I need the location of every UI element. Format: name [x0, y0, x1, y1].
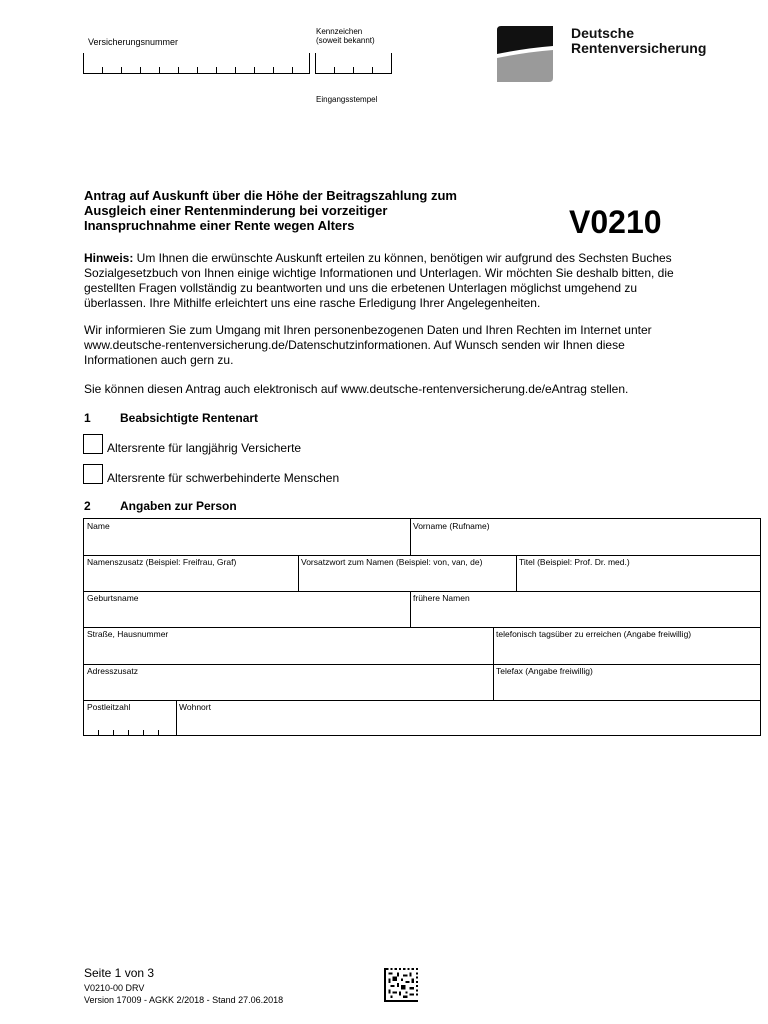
wohnort-field[interactable]: Wohnort — [179, 702, 211, 712]
option-schwerbehindert-label: Altersrente für schwerbehinderte Menschen — [107, 471, 340, 485]
form-number: V0210 — [569, 204, 662, 240]
section-1-title: Beabsichtigte Rentenart — [120, 411, 259, 425]
strasse-field[interactable]: Straße, Hausnummer — [87, 629, 169, 639]
vorname-field[interactable]: Vorname (Rufname) — [413, 521, 490, 531]
postleitzahl-field[interactable]: Postleitzahl — [84, 700, 176, 736]
drv-logo — [497, 26, 709, 81]
datamatrix-code-icon — [384, 968, 418, 1002]
drv-logo-mark-icon — [497, 26, 553, 82]
eantrag-paragraph: Sie können diesen Antrag auch elektronisch auf www.deutsche-rentenversicherung.de/eAntrag stellen. — [84, 382, 629, 396]
logo-line-2: Rentenversicherung — [571, 40, 707, 56]
telefon-field[interactable]: telefonisch tagsüber zu erreichen (Angabe freiwillig) — [496, 629, 692, 639]
titel-field[interactable]: Titel (Beispiel: Prof. Dr. med.) — [519, 557, 630, 567]
versicherungsnummer-label: Versicherungsnummer — [88, 37, 179, 47]
vorsatzwort-field[interactable]: Vorsatzwort zum Namen (Beispiel: von, van, de) — [301, 557, 483, 567]
option-langjaehrig-label: Altersrente für langjährig Versicherte — [107, 441, 302, 455]
version-line: Version 17009 - AGKK 2/2018 - Stand 27.06.2018 — [84, 995, 284, 1005]
page-number: Seite 1 von 3 — [84, 966, 155, 980]
adresszusatz-field[interactable]: Adresszusatz — [87, 666, 139, 676]
geburtsname-field[interactable]: Geburtsname — [87, 593, 139, 603]
datenschutz-paragraph: Wir informieren Sie zum Umgang mit Ihren personenbezogenen Daten und Ihren Rechten im Internet unter www.deutsche-rentenversicherung.de/Datenschutzinformationen. Auf Wunsch senden wir Ihnen diese Informationen auch gern zu. — [84, 323, 652, 367]
section-2-title: Angaben zur Person — [120, 499, 237, 513]
section-1-number: 1 — [84, 411, 91, 425]
checkbox-langjaehrig[interactable] — [83, 434, 103, 454]
versicherungsnummer-field[interactable] — [83, 53, 310, 74]
person-data-table — [83, 518, 761, 736]
namenszusatz-field[interactable]: Namenszusatz (Beispiel: Freifrau, Graf) — [87, 557, 237, 567]
kennzeichen-field[interactable] — [315, 53, 392, 74]
hinweis-paragraph: Hinweis: Um Ihnen die erwünschte Auskunft erteilen zu können, benötigen wir aufgrund des Sechsten Buches Sozialgesetzbuch von Ihnen einige wichtige Informationen und Unterlagen. Wir möchten Sie deshalb bitten, die gestellten Fragen vollständig zu beantworten und uns die erbetenen Unterlagen möglichst umgehend zu überlassen. Ihre Mithilfe erleichtert uns eine rasche Erledigung Ihrer Angelegenheiten. — [84, 251, 674, 310]
kennzeichen-label: Kennzeichen (soweit bekannt) — [316, 27, 375, 45]
telefax-field[interactable]: Telefax (Angabe freiwillig) — [496, 666, 593, 676]
logo-line-1: Deutsche — [571, 25, 635, 41]
form-code: V0210-00 DRV — [84, 983, 145, 993]
fruehere-namen-field[interactable]: frühere Namen — [413, 593, 470, 603]
name-field[interactable]: Name — [87, 521, 110, 531]
checkbox-schwerbehindert[interactable] — [83, 464, 103, 484]
section-2-number: 2 — [84, 499, 91, 513]
form-title: Antrag auf Auskunft über die Höhe der Beitragszahlung zum Ausgleich einer Rentenminderung bei vorzeitiger Inanspruchnahme einer Rente wegen Alters — [84, 188, 457, 233]
eingangsstempel-label: Eingangsstempel — [316, 95, 378, 104]
